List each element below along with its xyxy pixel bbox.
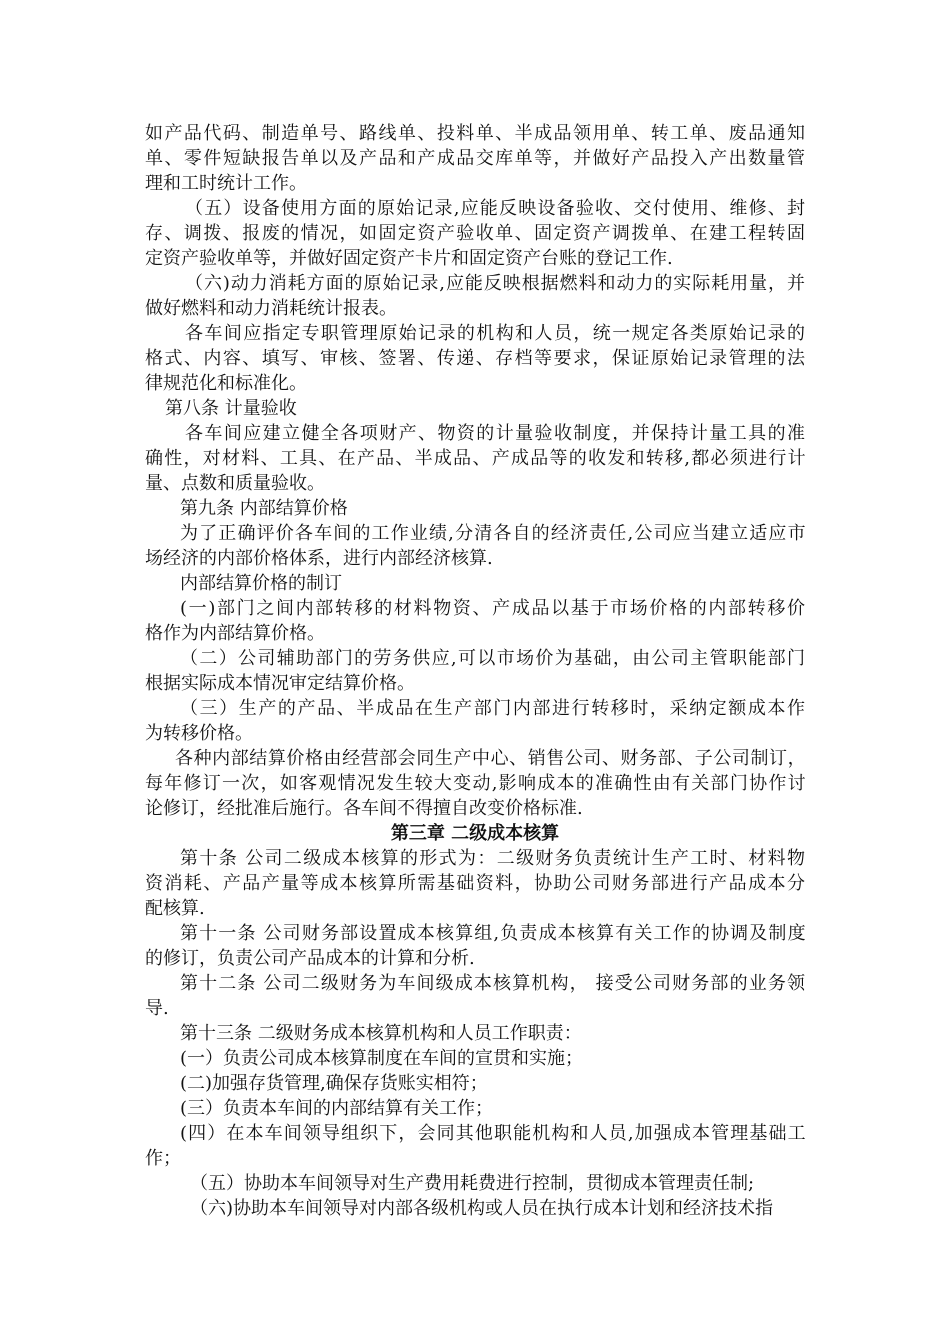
text-line: 论修订，经批准后施行。各车间不得擅自改变价格标准. xyxy=(145,798,583,819)
text-line: 配核算. xyxy=(145,898,205,919)
text-line: 各种内部结算价格由经营部会同生产中心、销售公司、财务部、子公司制订， xyxy=(175,748,805,769)
text-line: 定资产验收单等，并做好固定资产卡片和固定资产台账的登记工作. xyxy=(145,248,673,269)
list-item: （五）协助本车间领导对生产费用耗费进行控制，贯彻成本管理责任制; xyxy=(190,1173,755,1194)
text-line: 资消耗、产品产量等成本核算所需基础资料，协助公司财务部进行产品成本分 xyxy=(145,873,805,894)
list-item: (二)加强存货管理,确保存货账实相符； xyxy=(180,1073,488,1094)
text-line: 单、零件短缺报告单以及产品和产成品交库单等，并做好产品投入产出数量管 xyxy=(145,148,805,169)
list-item: (一）负责公司成本核算制度在车间的宣贯和实施； xyxy=(180,1048,584,1069)
text-line: 的修订，负责公司产品成本的计算和分析. xyxy=(145,948,475,969)
text-line: 每年修订一次，如客观情况发生较大变动,影响成本的准确性由有关部门协作讨 xyxy=(145,773,805,794)
document-body xyxy=(145,121,805,1221)
section-heading: 第九条 内部结算价格 xyxy=(180,498,348,519)
list-item: (三）负责本车间的内部结算有关工作； xyxy=(180,1098,494,1119)
text-line: 格式、内容、填写、审核、签署、传递、存档等要求，保证原始记录管理的法 xyxy=(145,348,805,369)
text-line: 为转移价格。 xyxy=(145,723,253,744)
text-line: 第十二条 公司二级财务为车间级成本核算机构， 接受公司财务部的业务领 xyxy=(180,973,805,994)
text-line: 格作为内部结算价格。 xyxy=(145,623,325,644)
text-line: 律规范化和标准化。 xyxy=(145,373,307,394)
text-line: 各车间应建立健全各项财产、物资的计量验收制度，并保持计量工具的准 xyxy=(185,423,805,444)
chapter-heading: 第三章 二级成本核算 xyxy=(390,823,560,844)
text-line: 导. xyxy=(145,998,169,1019)
text-line: 内部结算价格的制订 xyxy=(180,573,342,594)
text-line: （二）公司辅助部门的劳务供应,可以市场价为基础，由公司主管职能部门 xyxy=(180,648,805,669)
text-line: 场经济的内部价格体系，进行内部经济核算. xyxy=(145,548,493,569)
list-item: (四）在本车间领导组织下，会同其他职能机构和人员,加强成本管理基础工 xyxy=(180,1123,805,1144)
text-line: （三）生产的产品、半成品在生产部门内部进行转移时，采纳定额成本作 xyxy=(180,698,805,719)
text-line: 第十条 公司二级成本核算的形式为：二级财务负责统计生产工时、材料物 xyxy=(180,848,805,869)
text-line: 第十一条 公司财务部设置成本核算组,负责成本核算有关工作的协调及制度 xyxy=(180,923,805,944)
text-line: 第十三条 二级财务成本核算机构和人员工作职责： xyxy=(180,1023,582,1044)
text-line: (一)部门之间内部转移的材料物资、产成品以基于市场价格的内部转移价 xyxy=(180,598,805,619)
text-line: 为了正确评价各车间的工作业绩,分清各自的经济责任,公司应当建立适应市 xyxy=(180,523,805,544)
text-line: 量、点数和质量验收。 xyxy=(145,473,325,494)
text-line: 根据实际成本情况审定结算价格。 xyxy=(145,673,415,694)
text-line: 如产品代码、制造单号、路线单、投料单、半成品领用单、转工单、废品通知 xyxy=(145,123,805,144)
text-line: 确性，对材料、工具、在产品、半成品、产成品等的收发和转移,都必须进行计 xyxy=(145,448,805,469)
text-line: 各车间应指定专职管理原始记录的机构和人员，统一规定各类原始记录的 xyxy=(185,323,805,344)
text-line: （六)动力消耗方面的原始记录,应能反映根据燃料和动力的实际耗用量，并 xyxy=(185,273,805,294)
text-line: （五）设备使用方面的原始记录,应能反映设备验收、交付使用、维修、封 xyxy=(185,198,805,219)
section-heading: 第八条 计量验收 xyxy=(165,398,297,419)
text-line: 理和工时统计工作。 xyxy=(145,173,307,194)
text-line: 存、调拨、报废的情况，如固定资产验收单、固定资产调拨单、在建工程转固 xyxy=(145,223,805,244)
list-item: （六)协助本车间领导对内部各级机构或人员在执行成本计划和经济技术指 xyxy=(190,1198,774,1219)
text-line: 做好燃料和动力消耗统计报表。 xyxy=(145,298,397,319)
text-line: 作； xyxy=(145,1148,181,1169)
